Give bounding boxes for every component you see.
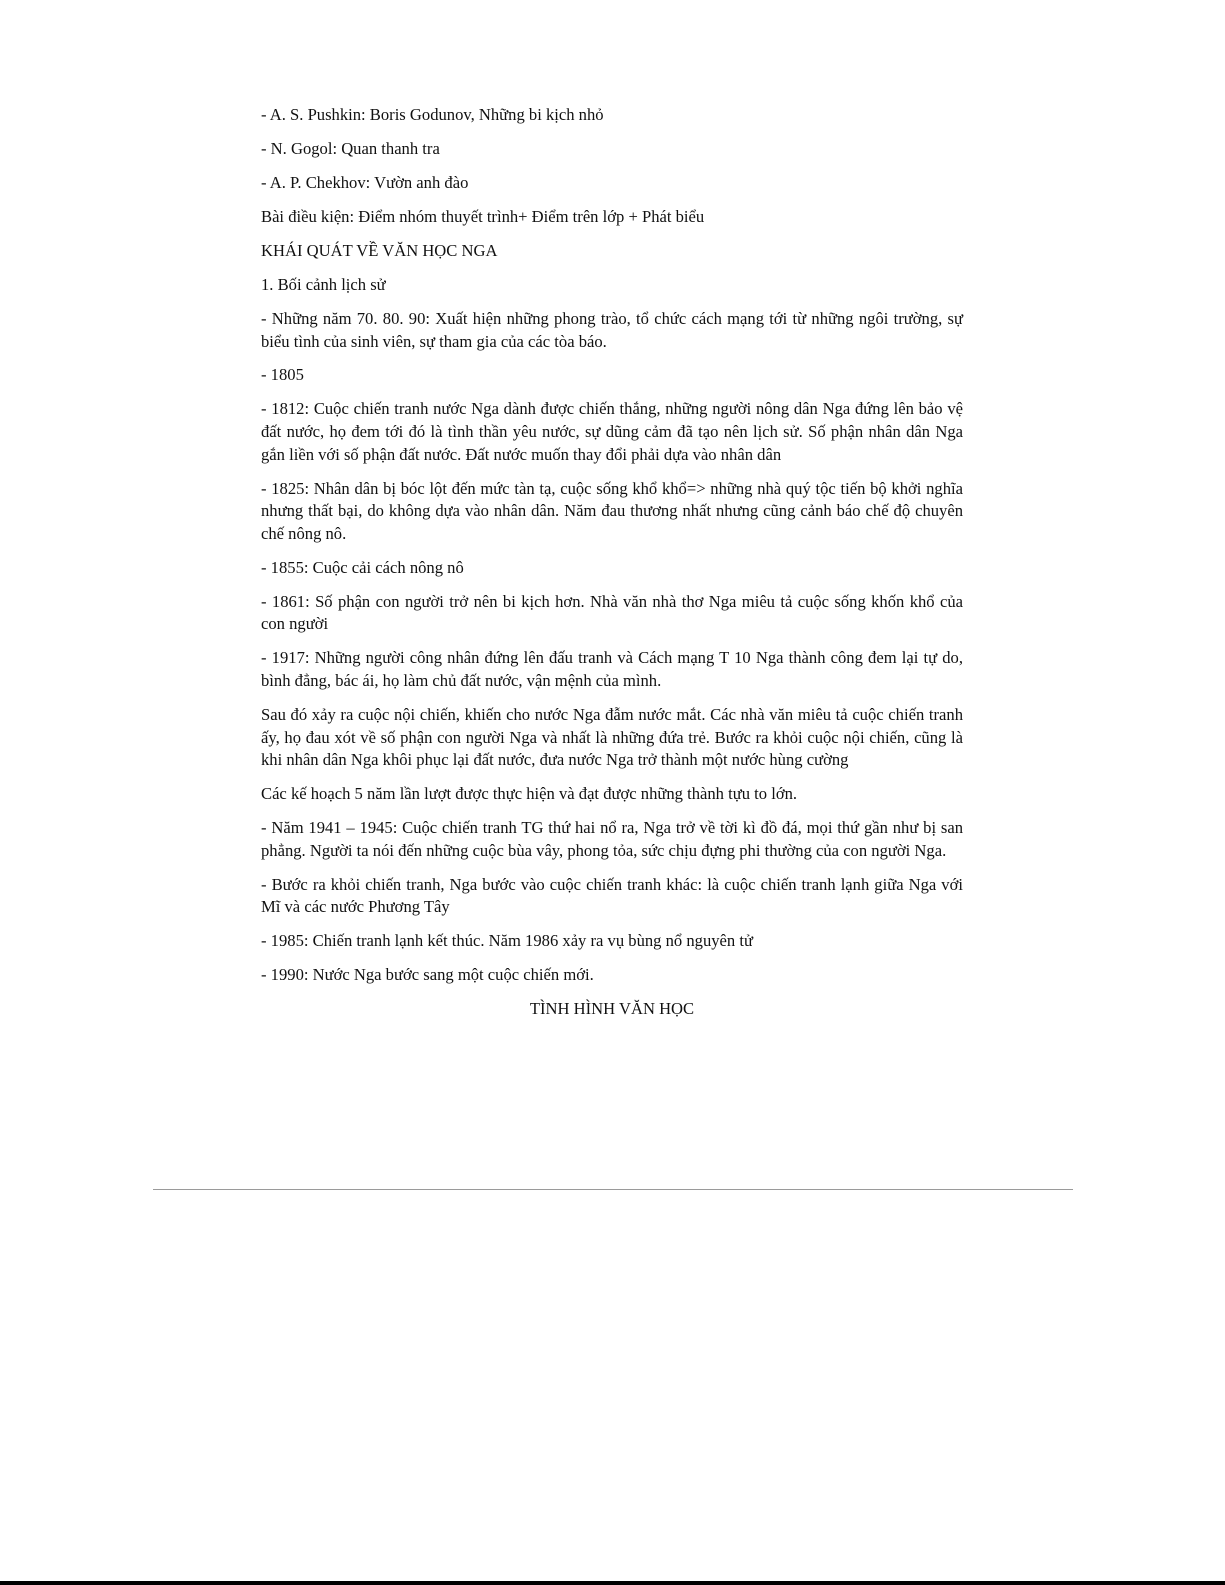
section-heading: KHÁI QUÁT VỀ VĂN HỌC NGA — [261, 240, 498, 260]
paragraph-1917: - 1917: Những người công nhân đứng lên đấu tranh và Cách mạng T 10 Nga thành công đem lại tự do, bình đẳng, bác ái, họ làm chủ đất nước, vận mệnh của mình. — [261, 648, 963, 690]
page-divider — [153, 1189, 1073, 1190]
paragraph-1861: - 1861: Số phận con người trở nên bi kịch hơn. Nhà văn nhà thơ Nga miêu tả cuộc sống khốn khổ của con người — [261, 591, 963, 634]
paragraph-five-year-plans: Các kế hoạch 5 năm lần lượt được thực hiện và đạt được những thành tựu to lớn. — [261, 784, 798, 804]
work-list-gogol: - N. Gogol: Quan thanh tra — [261, 138, 440, 158]
paragraph-70-80-90: - Những năm 70. 80. 90: Xuất hiện những phong trào, tổ chức cách mạng tới từ những ngôi trường, sự biểu tình của sinh viên, sự tham gia của các tòa báo. — [261, 308, 963, 351]
subsection-heading: 1. Bối cảnh lịch sử — [261, 274, 386, 294]
paragraph-1855: - 1855: Cuộc cải cách nông nô — [261, 557, 464, 577]
work-list-chekhov: - A. P. Chekhov: Vườn anh đào — [261, 172, 469, 192]
paragraph-1990: - 1990: Nước Nga bước sang một cuộc chiến mới. — [261, 965, 594, 985]
centered-heading: TÌNH HÌNH VĂN HỌC — [529, 999, 695, 1019]
paragraph-1812: - 1812: Cuộc chiến tranh nước Nga dành được chiến thắng, những người nông dân Nga đứng lên bảo vệ đất nước, họ đem tới đó là tình thần yêu nước, sự dũng cảm đã tạo nên lịch sử. Số phận nhân dân Nga gắn liền với số phận đất nước. Đất nước muốn thay đổi phải dựa vào nhân dân — [261, 399, 963, 464]
paragraph-cold-war: - Bước ra khỏi chiến tranh, Nga bước vào cuộc chiến tranh khác: là cuộc chiến tranh lạnh giữa Nga với Mĩ và các nước Phương Tây — [261, 874, 963, 917]
paragraph-1985: - 1985: Chiến tranh lạnh kết thúc. Năm 1986 xảy ra vụ bùng nổ nguyên tử — [261, 931, 753, 951]
paragraph-1805: - 1805 — [261, 365, 304, 385]
document-page-text — [261, 104, 963, 1032]
work-list-pushkin: - A. S. Pushkin: Boris Godunov, Những bi kịch nhỏ — [261, 105, 604, 124]
page-bottom-edge — [0, 1581, 1225, 1585]
paragraph-civil-war: Sau đó xảy ra cuộc nội chiến, khiến cho nước Nga đẫm nước mắt. Các nhà văn miêu tả cuộc chiến tranh ấy, họ đau xót về số phận con người Nga và nhất là những đứa trẻ. Bước ra khỏi cuộc nội chiến, cũng là khi nhân dân Nga khôi phục lại đất nước, đưa nước Nga trở thành một nước hùng cường — [261, 704, 963, 770]
paragraph-1941-1945: - Năm 1941 – 1945: Cuộc chiến tranh TG thứ hai nổ ra, Nga trở về tời kì đồ đá, mọi thứ gần như bị san phẳng. Người ta nói đến những cuộc bùa vây, phong tỏa, sức chịu đựng phi thường của con người Nga. — [261, 818, 963, 860]
grading-note: Bài điều kiện: Điểm nhóm thuyết trình+ Điểm trên lớp + Phát biểu — [261, 206, 705, 226]
paragraph-1825: - 1825: Nhân dân bị bóc lột đến mức tàn tạ, cuộc sống khổ khổ=> những nhà quý tộc tiến bộ khởi nghĩa nhưng thất bại, do không dựa vào nhân dân. Năm đau thương nhất nhưng cũng cảnh báo chế độ chuyên chế nông nô. — [261, 478, 963, 543]
